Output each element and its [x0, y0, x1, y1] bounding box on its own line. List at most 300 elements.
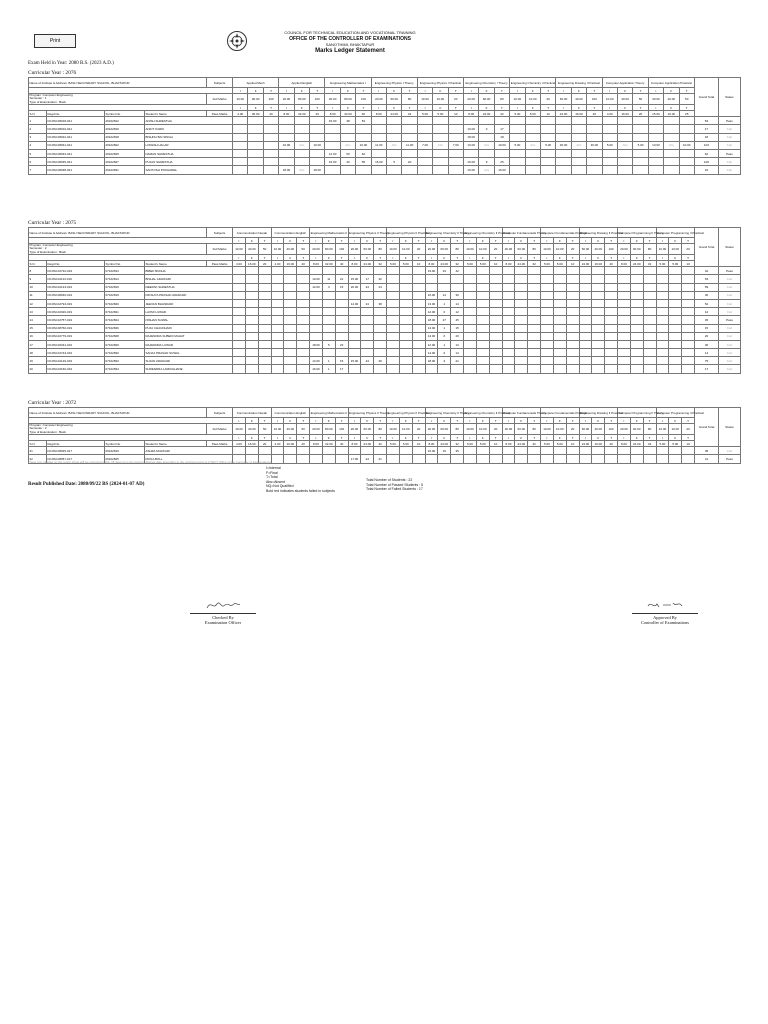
pass-marks-cell: 24.00 — [438, 441, 451, 447]
marks-cell — [371, 133, 386, 141]
marks-type-label: I — [556, 105, 571, 111]
marks-type-label: F — [361, 435, 374, 441]
marks-cell — [571, 117, 586, 125]
marks-cell — [656, 332, 669, 340]
pass-marks-cell: 5.00 — [387, 261, 400, 267]
marks-type-label: F — [515, 418, 528, 424]
marks-cell — [556, 166, 571, 174]
marks-type-label: I — [425, 418, 438, 424]
marks-cell — [245, 365, 258, 373]
marks-cell — [361, 340, 374, 348]
total-students: Total Number of Students : 22 — [366, 478, 413, 482]
full-marks-cell: 60.00 — [479, 94, 494, 105]
marks-cell — [489, 291, 502, 299]
marks-cell — [464, 365, 477, 373]
marks-type-label: F — [592, 435, 605, 441]
marks-type-label: I — [348, 255, 361, 261]
marks-cell: 30.00 — [587, 141, 602, 149]
marks-cell — [233, 283, 246, 291]
subject-name: Engineering Drawing I Practical — [556, 78, 602, 88]
marks-cell — [233, 125, 248, 133]
marks-cell — [412, 291, 425, 299]
marks-cell — [669, 267, 682, 275]
marks-cell: 1 — [438, 340, 451, 348]
marks-type-label: F — [664, 88, 679, 94]
marks-cell — [464, 340, 477, 348]
marks-type-label: I — [541, 255, 554, 261]
pass-marks-cell: 5.00 — [464, 441, 477, 447]
pass-marks-cell: 32 — [643, 261, 656, 267]
marks-cell — [233, 149, 248, 157]
footnote: These any mistake on the report sheet will be corrected within 35 days from the result published date according to the original record of CTEVT Office of the Controller of Examinations. — [28, 460, 272, 464]
serial-number: 6 — [29, 158, 47, 166]
marks-cell — [502, 316, 515, 324]
subject-name: Engineering Physics II Practical — [387, 408, 426, 418]
marks-type-label: I — [579, 418, 592, 424]
marks-cell — [556, 158, 571, 166]
marks-cell — [402, 133, 417, 141]
marks-cell — [648, 125, 663, 133]
marks-cell — [322, 349, 335, 357]
marks-cell — [656, 308, 669, 316]
marks-cell — [479, 117, 494, 125]
status-cell: Fail — [718, 141, 740, 149]
status-cell: Pass — [719, 455, 741, 463]
marks-cell — [258, 349, 271, 357]
print-button[interactable]: Print — [34, 34, 76, 48]
marks-cell — [417, 158, 432, 166]
marks-cell — [271, 267, 284, 275]
marks-type-label: F — [476, 238, 489, 244]
student-name: DEEPAK SHRESTHA — [145, 283, 233, 291]
pass-marks-cell: 10.00 — [664, 111, 679, 117]
symbol-number: 29102812 — [105, 117, 145, 125]
office-place: SANOTHIMI, BHAKTAPUR — [325, 42, 375, 47]
serial-number: 14 — [29, 316, 47, 324]
legend-item: F=Final — [266, 470, 278, 475]
marks-cell — [648, 149, 663, 157]
registration-number: DCOM-08057-017 — [47, 455, 105, 463]
pass-marks-cell: 4.00 — [233, 261, 246, 267]
subject-name: Engineering Mathematics II — [310, 228, 349, 238]
marks-cell — [284, 267, 297, 275]
marks-type-label: I — [348, 418, 361, 424]
pass-marks-cell: 32 — [643, 441, 656, 447]
marks-type-label: T — [679, 88, 694, 94]
full-marks-cell: 20.00 — [310, 244, 323, 255]
marks-cell — [245, 308, 258, 316]
subject-name: Engineering Chemistry II Practical — [464, 228, 503, 238]
marks-type-label: I — [602, 88, 617, 94]
registration-number: DCOM-02779-019 — [47, 332, 105, 340]
marks-type-label: I — [502, 238, 515, 244]
marks-cell — [348, 324, 361, 332]
result-published-date: Result Published Date: 2080/09/22 BS (2024-01-07 AD) — [28, 482, 145, 487]
marks-cell — [617, 125, 632, 133]
student-name: ANKIT KARKI — [145, 125, 233, 133]
marks-cell — [335, 291, 348, 299]
marks-cell — [540, 133, 555, 141]
marks-cell — [433, 158, 448, 166]
marks-cell — [464, 447, 477, 455]
marks-cell: 45 — [451, 316, 464, 324]
marks-cell — [399, 316, 412, 324]
marks-type-label: T — [587, 105, 602, 111]
marks-cell — [448, 125, 463, 133]
marks-cell — [643, 324, 656, 332]
marks-cell — [510, 158, 525, 166]
symbol-number: 29102818 — [105, 133, 145, 141]
marks-cell — [540, 125, 555, 133]
marks-type-label: F — [476, 255, 489, 261]
program-info-line: Semester : 1 — [29, 96, 47, 101]
status-header: Status — [719, 228, 741, 267]
marks-cell — [553, 316, 566, 324]
marks-type-label: T — [540, 105, 555, 111]
pass-marks-cell: 4.00 — [602, 111, 617, 117]
pass-marks-cell: 5.00 — [541, 261, 554, 267]
marks-cell — [374, 291, 387, 299]
marks-cell — [679, 125, 694, 133]
marks-cell — [263, 141, 278, 149]
marks-cell — [279, 117, 294, 125]
grand-total-cell: 35 — [695, 447, 719, 455]
marks-cell: 21 — [335, 275, 348, 283]
marks-type-label: I — [271, 435, 284, 441]
marks-cell — [258, 299, 271, 307]
marks-cell — [541, 308, 554, 316]
subject-name: Computer Programming II Theory — [618, 228, 656, 238]
student-name: BIBEK BUDHA — [145, 267, 233, 275]
marks-cell — [664, 125, 679, 133]
pass-marks-cell: 8.00 — [325, 111, 340, 117]
marks-cell: 3 — [438, 357, 451, 365]
ctevt-logo-icon — [226, 30, 248, 52]
pass-marks-cell: 10 — [448, 111, 463, 117]
marks-cell — [284, 275, 297, 283]
marks-cell — [592, 357, 605, 365]
full-marks-cell: 80 — [528, 424, 541, 435]
marks-cell — [602, 149, 617, 157]
marks-cell — [310, 133, 325, 141]
marks-cell: Abs — [664, 141, 679, 149]
column-header: Symbol No. — [105, 111, 145, 117]
program-info-line: Type of Examination : Back — [29, 249, 66, 254]
status-cell: Fail — [719, 291, 741, 299]
marks-cell — [669, 340, 682, 348]
marks-cell — [592, 349, 605, 357]
pass-marks-cell: 5.00 — [476, 441, 489, 447]
marks-type-label: T — [374, 255, 387, 261]
subject-name: Engineering Chemistry II Practical — [464, 408, 503, 418]
full-marks-cell: 20.00 — [310, 424, 323, 435]
marks-cell — [476, 324, 489, 332]
marks-cell — [489, 349, 502, 357]
pass-marks-cell: 32 — [402, 111, 417, 117]
full-marks-cell: 20.00 — [502, 424, 515, 435]
registration-number: DCOM-02732-019 — [47, 267, 105, 275]
marks-cell — [464, 332, 477, 340]
table-row — [29, 324, 741, 332]
pass-marks-cell: 32.00 — [340, 111, 355, 117]
marks-cell — [525, 133, 540, 141]
document-header — [250, 30, 450, 54]
marks-cell: 17 — [494, 125, 509, 133]
student-name: DIKSHYA PRASAD ADHIKARI — [145, 291, 233, 299]
registration-number: DCOM-08035-017 — [47, 447, 105, 455]
marks-cell — [310, 308, 323, 316]
serial-number: 16 — [29, 332, 47, 340]
full-marks-cell: 20.00 — [502, 244, 515, 255]
marks-cell — [664, 117, 679, 125]
marks-cell — [566, 349, 579, 357]
marks-cell — [515, 340, 528, 348]
marks-cell — [476, 365, 489, 373]
pass-marks-cell: 5.00 — [510, 111, 525, 117]
serial-number: 10 — [29, 283, 47, 291]
marks-type-label: I — [463, 105, 478, 111]
marks-cell — [528, 283, 541, 291]
marks-type-label: I — [425, 435, 438, 441]
marks-cell — [233, 158, 248, 166]
marks-cell — [479, 133, 494, 141]
marks-cell — [233, 141, 248, 149]
marks-ledger-table — [28, 77, 741, 175]
marks-type-label: F — [571, 88, 586, 94]
marks-type-label: T — [494, 88, 509, 94]
marks-type-label: F — [617, 88, 632, 94]
full-marks-cell: 20 — [566, 244, 579, 255]
pass-marks-cell: 5.00 — [476, 261, 489, 267]
pass-marks-cell: 32 — [528, 261, 541, 267]
full-marks-cell: 60.00 — [579, 424, 592, 435]
marks-cell: 14.00 — [425, 349, 438, 357]
marks-cell — [633, 158, 648, 166]
marks-cell — [656, 357, 669, 365]
marks-cell: 24 — [361, 283, 374, 291]
marks-cell — [361, 308, 374, 316]
marks-cell — [489, 275, 502, 283]
marks-cell — [361, 447, 374, 455]
column-header: Regd No. — [47, 111, 105, 117]
marks-cell — [528, 299, 541, 307]
marks-cell — [451, 283, 464, 291]
marks-cell: 18.00 — [425, 357, 438, 365]
marks-cell — [412, 447, 425, 455]
marks-cell — [294, 158, 309, 166]
marks-type-label: T — [310, 88, 325, 94]
marks-cell — [618, 275, 631, 283]
marks-type-label: I — [618, 238, 631, 244]
registration-number: DCOM-02757-019 — [47, 316, 105, 324]
pass-marks-cell: 5.00 — [399, 261, 412, 267]
full-marks-cell: 60.00 — [515, 424, 528, 435]
table-row — [29, 133, 741, 141]
institute-name: Name of Institute & Address: BASU SECONDARY SCHOOL, BHAKTAPUR — [29, 408, 207, 418]
subject-name: Computer Fundamentals Practical — [541, 228, 580, 238]
marks-cell — [502, 349, 515, 357]
grand-total-cell: 53 — [694, 117, 718, 125]
student-name: PUJA CHAUDHARI — [145, 324, 233, 332]
marks-cell — [630, 283, 643, 291]
marks-type-label: I — [233, 435, 246, 441]
marks-cell — [669, 299, 682, 307]
registration-number: DCOM-08760-019 — [47, 324, 105, 332]
marks-type-label: I — [325, 88, 340, 94]
full-marks-cell: 100 — [335, 244, 348, 255]
serial-number: 21 — [29, 447, 47, 455]
marks-cell — [387, 308, 400, 316]
marks-cell: 12.00 — [425, 308, 438, 316]
marks-cell — [399, 308, 412, 316]
marks-cell — [271, 365, 284, 373]
marks-cell — [433, 166, 448, 174]
full-marks-cell: 80 — [643, 244, 656, 255]
student-name: SANAJ PRASAD SUWAL — [145, 349, 233, 357]
marks-type-label: I — [579, 238, 592, 244]
marks-cell — [263, 158, 278, 166]
marks-type-label: F — [479, 105, 494, 111]
marks-cell — [233, 316, 246, 324]
marks-cell — [245, 349, 258, 357]
symbol-number: 29102831 — [105, 166, 145, 174]
marks-cell — [279, 158, 294, 166]
marks-cell — [297, 283, 310, 291]
marks-cell: 7.00 — [448, 141, 463, 149]
marks-cell: 12 — [451, 308, 464, 316]
marks-cell — [387, 117, 402, 125]
grand-total-cell: 42 — [695, 267, 719, 275]
pass-marks-cell: 16.00 — [284, 261, 297, 267]
marks-cell: 18.00 — [310, 166, 325, 174]
marks-cell — [605, 275, 618, 283]
marks-cell — [258, 332, 271, 340]
status-cell: Fail — [719, 324, 741, 332]
full-marks-cell: 10.00 — [399, 244, 412, 255]
subject-name: Computer Fundamentals Theory — [502, 228, 540, 238]
marks-type-label: T — [297, 435, 310, 441]
marks-cell — [682, 283, 695, 291]
marks-cell — [433, 117, 448, 125]
marks-type-label: F — [248, 105, 263, 111]
marks-cell — [682, 308, 695, 316]
marks-cell — [233, 349, 246, 357]
marks-cell: Abs — [479, 166, 494, 174]
marks-cell — [387, 299, 400, 307]
full-marks-cell: 40.00 — [245, 244, 258, 255]
marks-cell — [541, 447, 554, 455]
marks-cell: 16.00 — [425, 291, 438, 299]
marks-cell — [541, 316, 554, 324]
pass-marks-label: Pass Marks — [207, 111, 233, 117]
symbol-number: 07102834 — [105, 365, 145, 373]
marks-cell — [448, 133, 463, 141]
marks-cell — [679, 166, 694, 174]
pass-marks-cell: 8.00 — [310, 261, 323, 267]
marks-cell — [656, 291, 669, 299]
full-marks-cell: 40.00 — [571, 94, 586, 105]
full-marks-cell: 10.00 — [233, 94, 248, 105]
marks-cell — [494, 117, 509, 125]
marks-cell — [682, 275, 695, 283]
marks-cell — [310, 117, 325, 125]
marks-cell — [556, 133, 571, 141]
marks-cell — [515, 455, 528, 463]
marks-cell — [669, 324, 682, 332]
marks-cell — [553, 357, 566, 365]
marks-cell: 10.00 — [679, 141, 694, 149]
marks-type-label: F — [322, 418, 335, 424]
marks-cell — [322, 291, 335, 299]
marks-cell — [643, 365, 656, 373]
pass-marks-cell: 24.00 — [630, 261, 643, 267]
marks-type-label: I — [656, 238, 669, 244]
marks-cell — [448, 166, 463, 174]
marks-type-label: T — [605, 238, 618, 244]
registration-number: DCOM-02160-019 — [47, 365, 105, 373]
marks-type-label: T — [448, 88, 463, 94]
marks-cell — [297, 316, 310, 324]
marks-cell — [682, 332, 695, 340]
marks-type-label: I — [233, 105, 248, 111]
marks-cell — [340, 133, 355, 141]
marks-type-label: I — [387, 418, 400, 424]
full-marks-cell: 80 — [374, 424, 387, 435]
full-marks-cell: 80 — [402, 94, 417, 105]
full-marks-cell: 100 — [587, 94, 602, 105]
marks-cell — [566, 324, 579, 332]
marks-cell — [464, 308, 477, 316]
marks-cell: 5 — [322, 340, 335, 348]
document-title: Marks Ledger Statement — [315, 48, 385, 54]
marks-type-label: I — [463, 88, 478, 94]
pass-marks-cell: 20 — [633, 111, 648, 117]
marks-type-label: T — [528, 255, 541, 261]
institute-name: Name of Institute & Address: BASU SECONDARY SCHOOL, BHAKTAPUR — [29, 228, 207, 238]
marks-cell — [245, 340, 258, 348]
marks-ledger-table — [28, 227, 741, 374]
marks-cell — [528, 308, 541, 316]
marks-type-label: T — [297, 238, 310, 244]
subject-name: Engineering Chemistry I Theory — [463, 78, 509, 88]
pass-marks-cell: 32 — [528, 441, 541, 447]
marks-cell — [263, 166, 278, 174]
marks-type-label: I — [648, 88, 663, 94]
marks-cell — [587, 166, 602, 174]
full-marks-cell: 90.00 — [248, 94, 263, 105]
pass-marks-cell: 40 — [356, 111, 371, 117]
marks-cell — [271, 291, 284, 299]
marks-cell — [553, 365, 566, 373]
marks-cell — [515, 291, 528, 299]
full-marks-cell: 20.00 — [664, 94, 679, 105]
marks-cell — [540, 117, 555, 125]
full-marks-cell: 10.00 — [387, 244, 400, 255]
marks-cell — [417, 166, 432, 174]
table-row — [29, 283, 741, 291]
grand-total-header: Grand Total — [695, 408, 719, 447]
subject-name: Computer Application Theory — [602, 78, 648, 88]
marks-type-label: I — [233, 418, 246, 424]
marks-cell — [592, 316, 605, 324]
full-marks-cell: 10.00 — [271, 424, 284, 435]
marks-cell: 7.00 — [417, 141, 432, 149]
full-marks-cell: 10.00 — [541, 244, 554, 255]
marks-cell — [605, 291, 618, 299]
marks-type-label: T — [528, 238, 541, 244]
marks-cell — [463, 117, 478, 125]
marks-cell — [553, 299, 566, 307]
